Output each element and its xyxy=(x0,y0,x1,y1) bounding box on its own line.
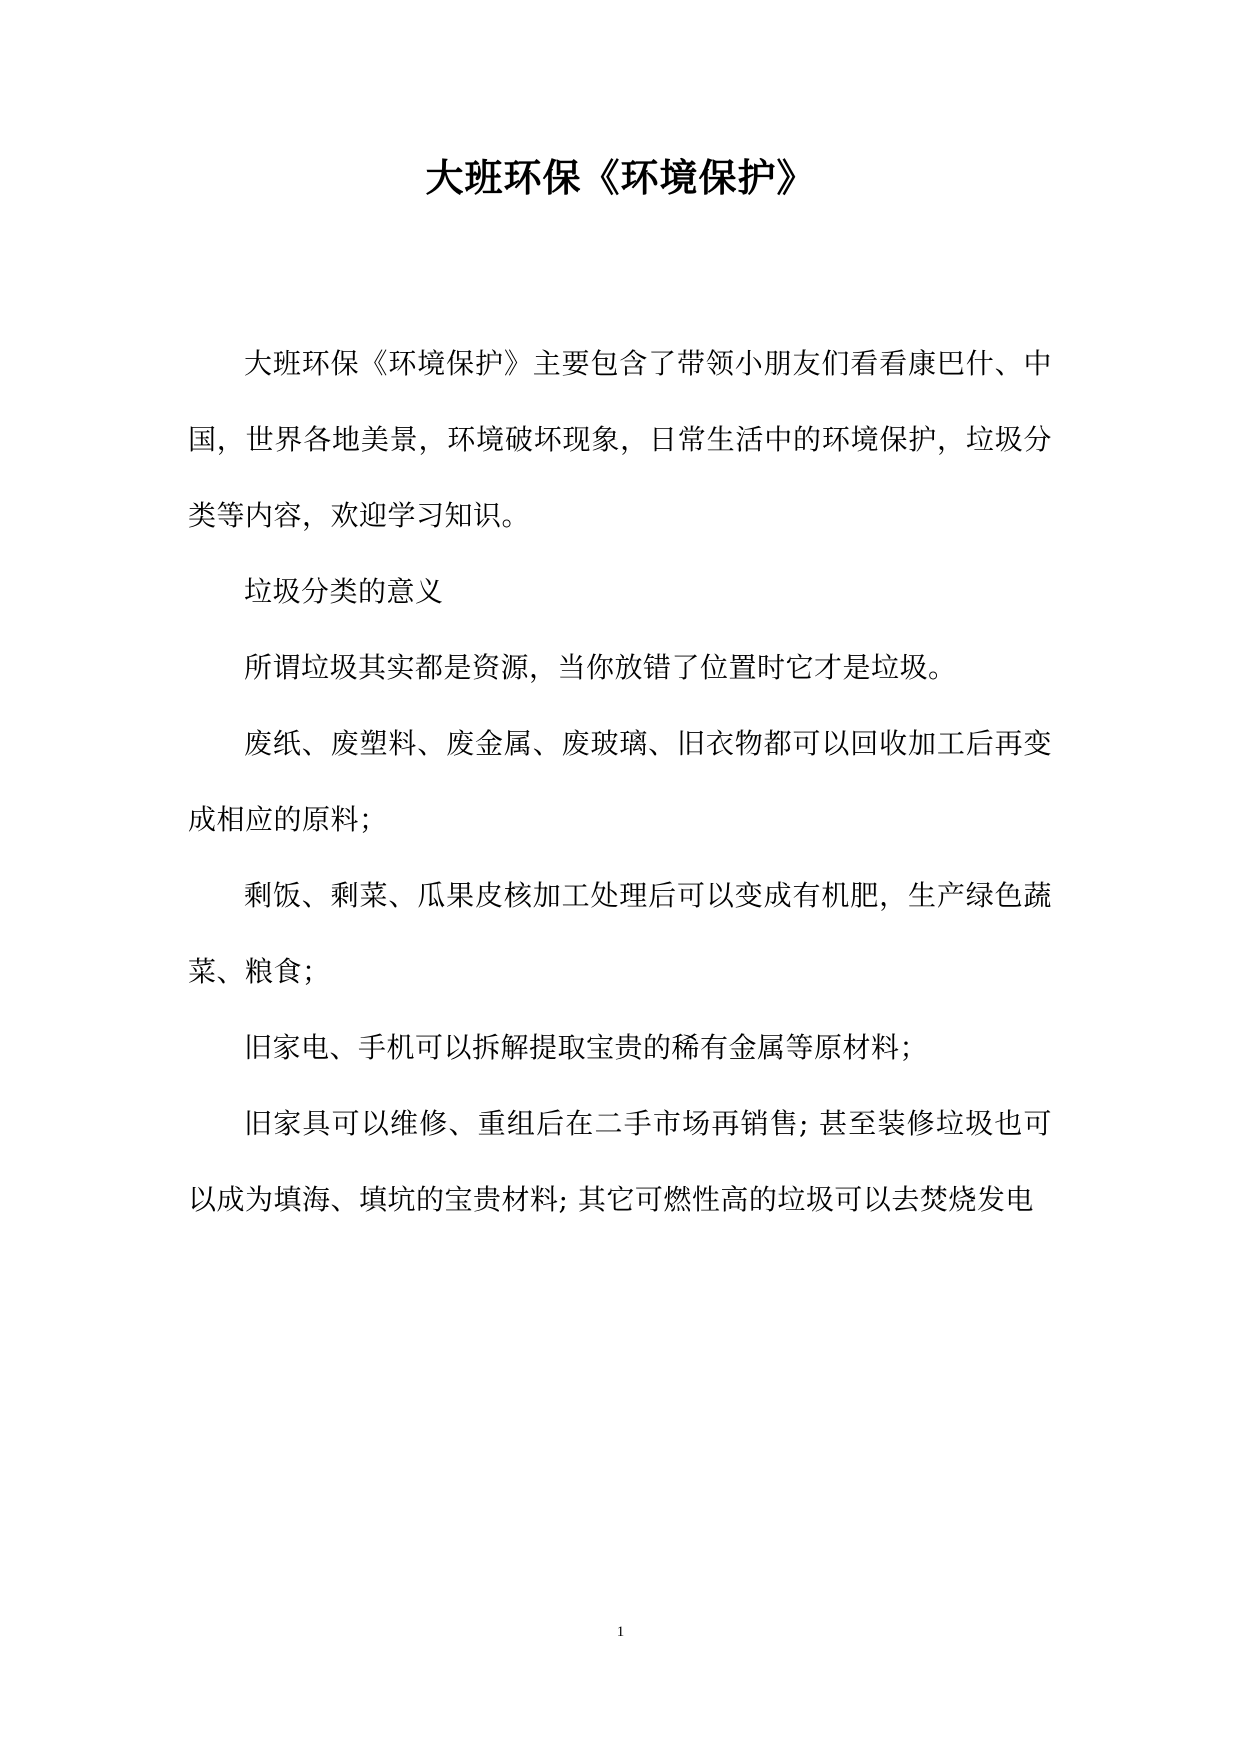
document-body xyxy=(188,326,1052,1238)
paragraph-electronics: 旧家电、手机可以拆解提取宝贵的稀有金属等原材料； xyxy=(244,1031,929,1064)
paragraph-furniture: 旧家具可以维修、重组后在二手市场再销售; 甚至装修垃圾也可以成为填海、填坑的宝贵材料; 其它可燃性高的垃圾可以去焚烧发电 xyxy=(188,1107,1052,1216)
paragraph-food-waste: 剩饭、剩菜、瓜果皮核加工处理后可以变成有机肥，生产绿色蔬菜、粮食； xyxy=(188,879,1052,988)
paragraph-recyclables: 废纸、废塑料、废金属、废玻璃、旧衣物都可以回收加工后再变成相应的原料； xyxy=(188,727,1052,836)
page-number: 1 xyxy=(616,1624,625,1640)
paragraph-intro: 大班环保《环境保护》主要包含了带领小朋友们看看康巴什、中国，世界各地美景，环境破坏现象，日常生活中的环境保护，垃圾分类等内容，欢迎学习知识。 xyxy=(188,347,1052,532)
paragraph-heading-significance: 垃圾分类的意义 xyxy=(244,575,444,608)
document-title: 大班环保《环境保护》 xyxy=(425,156,816,200)
paragraph-resources: 所谓垃圾其实都是资源，当你放错了位置时它才是垃圾。 xyxy=(244,651,957,684)
